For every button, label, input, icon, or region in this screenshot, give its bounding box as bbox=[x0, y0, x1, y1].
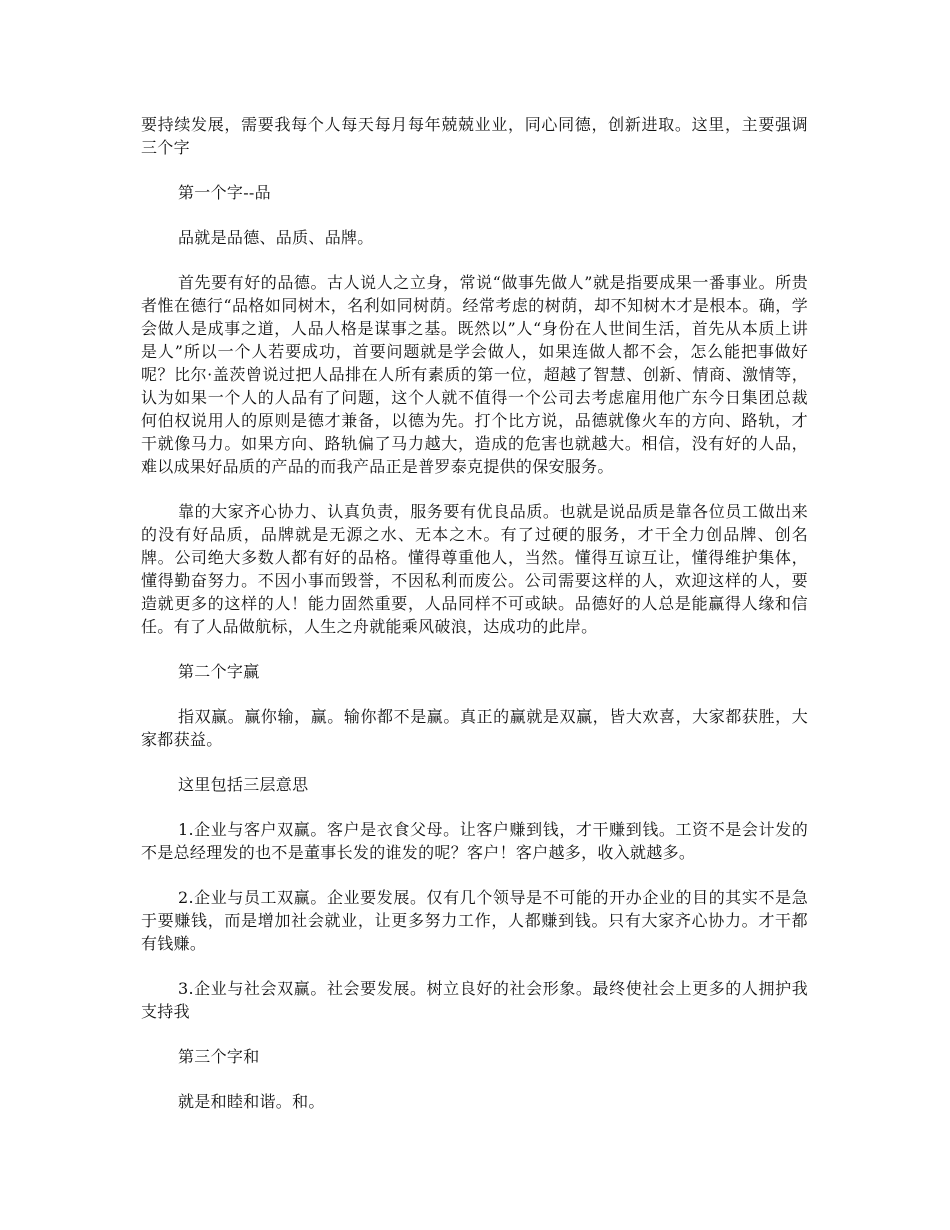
paragraph-moral-character: 首先要有好的品德。古人说人之立身，常说“做事先做人”就是指要成果一番事业。所贵者惟在德行“品格如同树木，名利如同树荫。经常考虑的树荫，却不知树木才是根本。确，学会做人是成事之道，人品人格是谋事之基。既然以”人“身份在人世间生活，首先从本质上讲是人”所以一个人若要成功，首要问题就是学会做人，如果连做人都不会，怎么能把事做好呢？比尔·盖茨曾说过把人品排在人所有素质的第一位，超越了智慧、创新、情商、激情等，认为如果一个人的人品有了问题，这个人就不值得一个公司去考虑雇用他广东今日集团总裁何伯权说用人的原则是德才兼备，以德为先。打个比方说，品德就像火车的方向、路轨，才干就像马力。如果方向、路轨偏了马力越大，造成的危害也就越大。相信，没有好的人品，难以成果好品质的产品的而我产品正是普罗泰克提供的保安服务。 bbox=[141, 273, 808, 476]
heading-second-character: 第二个字赢 bbox=[178, 662, 260, 681]
paragraph-quality-brand: 靠的大家齐心协力、认真负责，服务要有优良品质。也就是说品质是靠各位员工做出来的没有好品质，品牌就是无源之水、无本之木。有了过硬的服务，才干全力创品牌、创名牌。公司绝大多数人都有好的品格。懂得尊重他人，当然。懂得互谅互让，懂得维护集体，懂得勤奋努力。不因小事而毁誉，不因私利而废公。公司需要这样的人，欢迎这样的人，要造就更多的这样的人！能力固然重要，人品同样不可或缺。品德好的人总是能赢得人缘和信任。有了人品做航标，人生之舟就能乘风破浪，达成功的此岸。 bbox=[141, 502, 808, 636]
list-item-customer: 1.企业与客户双赢。客户是衣食父母。让客户赚到钱，才干赚到钱。工资不是会计发的不是总经理发的也不是董事长发的谁发的呢？客户！客户越多，收入就越多。 bbox=[141, 820, 808, 862]
document-body bbox=[141, 113, 808, 1135]
paragraph-harmony: 就是和睦和谐。和。 bbox=[178, 1092, 325, 1111]
heading-first-character: 第一个字--品 bbox=[178, 183, 271, 202]
paragraph-pin-definition: 品就是品德、品质、品牌。 bbox=[178, 228, 374, 247]
paragraph-intro: 要持续发展，需要我每个人每天每月每年兢兢业业，同心同德，创新进取。这里，主要强调三个字 bbox=[141, 115, 808, 157]
heading-third-character: 第三个字和 bbox=[178, 1047, 260, 1066]
list-item-society: 3.企业与社会双赢。社会要发展。树立良好的社会形象。最终使社会上更多的人拥护我支持我 bbox=[141, 979, 808, 1021]
paragraph-win-win: 指双赢。赢你输，赢。输你都不是赢。真正的赢就是双赢，皆大欢喜，大家都获胜，大家都获益。 bbox=[141, 707, 808, 749]
paragraph-three-meanings: 这里包括三层意思 bbox=[178, 775, 309, 794]
list-item-employee: 2.企业与员工双赢。企业要发展。仅有几个领导是不可能的开办企业的目的其实不是急于要赚钱，而是增加社会就业，让更多努力工作，人都赚到钱。只有大家齐心协力。才干都有钱赚。 bbox=[141, 888, 808, 953]
